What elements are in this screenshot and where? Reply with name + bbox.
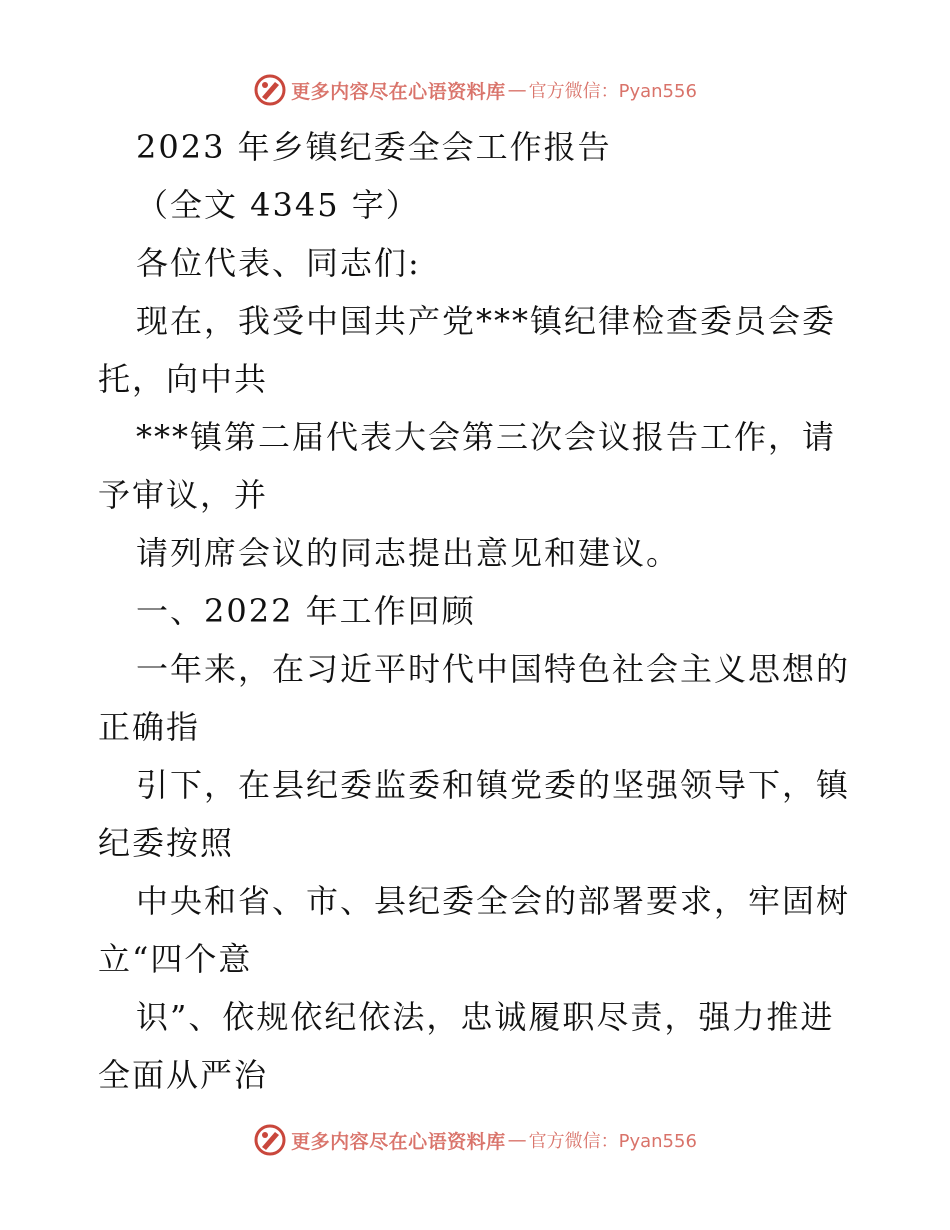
document-line: 予审议，并 — [98, 476, 269, 514]
document-line: （全文 4345 字） — [136, 186, 420, 224]
document-line: 各位代表、同志们: — [136, 244, 421, 282]
logo-icon — [253, 73, 287, 107]
banner-separator: — — [507, 79, 527, 101]
banner-wechat-id: 官方微信：Pyan556 — [528, 81, 697, 102]
document-line: 一、2022 年工作回顾 — [136, 592, 476, 630]
banner-wechat-id: 官方微信：Pyan556 — [528, 1131, 697, 1152]
header-watermark-banner — [0, 70, 950, 110]
document-line: 全面从严治 — [98, 1056, 269, 1094]
document-line: 识”、依规依纪依法，忠诚履职尽责，强力推进 — [136, 998, 835, 1036]
document-line: 中央和省、市、县纪委全会的部署要求，牢固树 — [136, 882, 851, 920]
document-line: 正确指 — [98, 708, 201, 746]
document-body — [98, 118, 858, 1104]
footer-watermark-banner — [0, 1120, 950, 1160]
document-line: ***镇第二届代表大会第三次会议报告工作，请 — [136, 418, 837, 456]
document-line: 一年来，在习近平时代中国特色社会主义思想的 — [136, 650, 851, 688]
logo-icon — [253, 1123, 287, 1157]
document-line: 托，向中共 — [98, 360, 269, 398]
document-line: 请列席会议的同志提出意见和建议。 — [136, 534, 681, 572]
document-line: 纪委按照 — [98, 824, 235, 862]
banner-slogan: 更多内容尽在心语资料库 — [291, 1130, 506, 1153]
document-line: 现在，我受中国共产党***镇纪律检查委员会委 — [136, 302, 837, 340]
document-line: 2023 年乡镇纪委全会工作报告 — [136, 128, 612, 166]
document-line: 引下，在县纪委监委和镇党委的坚强领导下，镇 — [136, 766, 851, 804]
banner-slogan: 更多内容尽在心语资料库 — [291, 80, 506, 103]
banner-separator: — — [507, 1129, 527, 1151]
document-line: 立“四个意 — [98, 940, 253, 978]
